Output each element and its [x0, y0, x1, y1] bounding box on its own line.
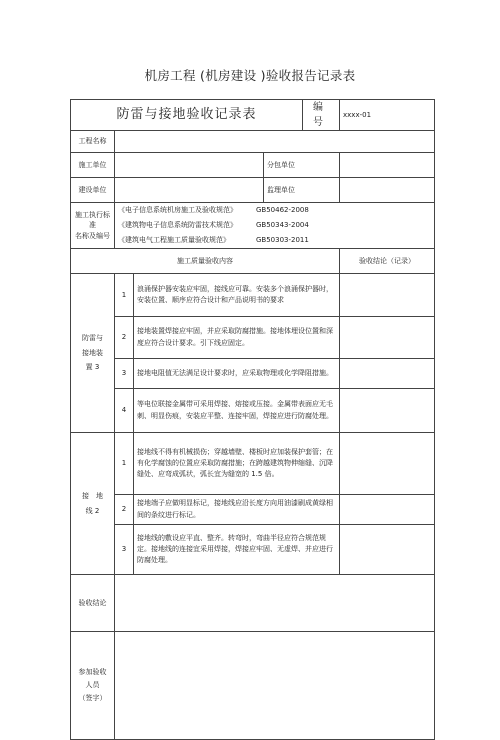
- construction-unit-label: 施工单位: [71, 153, 115, 178]
- supervisor-label: 监理单位: [264, 178, 340, 203]
- participants-signature[interactable]: [115, 632, 435, 740]
- inspection-item-row: [71, 389, 435, 433]
- item-requirement-text: 等电位联接金属带可采用焊接、熔接或压接。金属带表面应无毛刺、明显伤痕，安装应平整、连接牢固，焊接应进行防腐处理。: [134, 389, 340, 433]
- conclusion-value[interactable]: [115, 575, 435, 632]
- standard-code: GB50462-2008: [256, 206, 309, 215]
- inspection-item-row: [71, 317, 435, 359]
- standards-row: [71, 203, 435, 249]
- owner-unit-label: 建设单位: [71, 178, 115, 203]
- owner-unit-value[interactable]: [115, 178, 264, 203]
- project-name-value[interactable]: [115, 131, 435, 153]
- inspection-item-row: [71, 359, 435, 389]
- subcontractor-label: 分包单位: [264, 153, 340, 178]
- standard-name: 《建筑物电子信息系统防雷技术规范》: [118, 221, 237, 230]
- item-number: 4: [115, 389, 134, 433]
- standards-label: [71, 203, 115, 249]
- standards-label-line: 名称及编号: [75, 231, 110, 240]
- group-label: [71, 274, 115, 433]
- participants-label: [71, 632, 115, 740]
- item-number: 1: [115, 433, 134, 495]
- number-value: xxxx-01: [340, 100, 435, 131]
- item-requirement-text: 接地端子应做明显标记，接地线应沿长度方向用油漆刷成黄绿相间的条纹进行标记。: [134, 495, 340, 525]
- group-label-line: 防雷与: [82, 333, 103, 342]
- item-number: 3: [115, 359, 134, 389]
- item-conclusion-cell[interactable]: [340, 433, 435, 495]
- item-conclusion-cell[interactable]: [340, 274, 435, 317]
- inspection-item-row: [71, 525, 435, 575]
- content-header: 施工质量验收内容: [71, 249, 340, 274]
- owner-unit-row: [71, 178, 435, 203]
- item-conclusion-cell[interactable]: [340, 495, 435, 525]
- item-number: 2: [115, 495, 134, 525]
- sheet-title: 防雷与接地验收记录表: [71, 100, 303, 131]
- project-name-label: 工程名称: [71, 131, 115, 153]
- group-label: [71, 433, 115, 575]
- column-header-row: [71, 249, 435, 274]
- inspection-item-row: [71, 495, 435, 525]
- group-label-line: 置 3: [85, 363, 100, 372]
- document-title: 机房工程 (机房建设 )验收报告记录表: [144, 68, 356, 83]
- standards-list: [115, 203, 435, 249]
- item-conclusion-cell[interactable]: [340, 359, 435, 389]
- construction-unit-row: [71, 153, 435, 178]
- conclusion-row: [71, 575, 435, 632]
- number-label: 编 号: [303, 100, 340, 131]
- subcontractor-value[interactable]: [340, 153, 435, 178]
- standard-item: [118, 203, 431, 218]
- construction-unit-value[interactable]: [115, 153, 264, 178]
- supervisor-value[interactable]: [340, 178, 435, 203]
- item-requirement-text: 接地线的敷设应平直、整齐。转弯时，弯曲半径应符合规范规定。接地线的连接宜采用焊接，焊接应牢固、无虚焊、并应进行防腐处理。: [134, 525, 340, 575]
- participants-label-line: 人员: [85, 680, 100, 689]
- standard-item: [118, 233, 431, 248]
- item-requirement-text: 接地线不得有机械损伤；穿越墙壁、楼板时应加装保护套管；在有化学腐蚀的位置应采取防腐措施；在跨越建筑物伸缩缝、沉降缝处、应弯成弧状，弧长宜为缝宽的 1.5 倍。: [134, 433, 340, 495]
- item-number: 3: [115, 525, 134, 575]
- standard-code: GB50303-2011: [256, 236, 309, 245]
- acceptance-record-table: [70, 99, 435, 740]
- item-number: 1: [115, 274, 134, 317]
- group-label-line: 接 地: [82, 491, 103, 500]
- inspection-item-row: [71, 274, 435, 317]
- standards-label-line: 施工执行标准: [75, 210, 110, 230]
- standard-code: GB50343-2004: [256, 221, 309, 230]
- item-requirement-text: 浪涌保护器安装应牢固，接线应可靠。安装多个浪涌保护器时，安装位置、顺序应符合设计和产品说明书的要求: [134, 274, 340, 317]
- item-requirement-text: 接地装置焊接应牢固，并应采取防腐措施。接地体埋设位置和深度应符合设计要求。引下线应固定。: [134, 317, 340, 359]
- inspection-item-row: [71, 433, 435, 495]
- participants-label-line: 参加验收: [78, 667, 107, 676]
- sheet-title-row: [71, 100, 435, 131]
- item-requirement-text: 接地电阻值无法满足设计要求时，应采取物理或化学降阻措施。: [134, 359, 340, 389]
- conclusion-header: 验收结论（记录）: [340, 249, 435, 274]
- conclusion-label: 验收结论: [71, 575, 115, 632]
- item-conclusion-cell[interactable]: [340, 389, 435, 433]
- item-conclusion-cell[interactable]: [340, 317, 435, 359]
- group-label-line: 线 2: [85, 506, 100, 515]
- standard-name: 《建筑电气工程施工质量验收规范》: [118, 236, 230, 245]
- item-number: 2: [115, 317, 134, 359]
- participants-label-line: （签字）: [78, 694, 107, 703]
- standard-item: [118, 218, 431, 233]
- project-name-row: [71, 131, 435, 153]
- item-conclusion-cell[interactable]: [340, 525, 435, 575]
- standard-name: 《电子信息系统机房施工及验收规范》: [118, 206, 237, 215]
- group-label-line: 接地装: [82, 348, 103, 357]
- participants-row: [71, 632, 435, 740]
